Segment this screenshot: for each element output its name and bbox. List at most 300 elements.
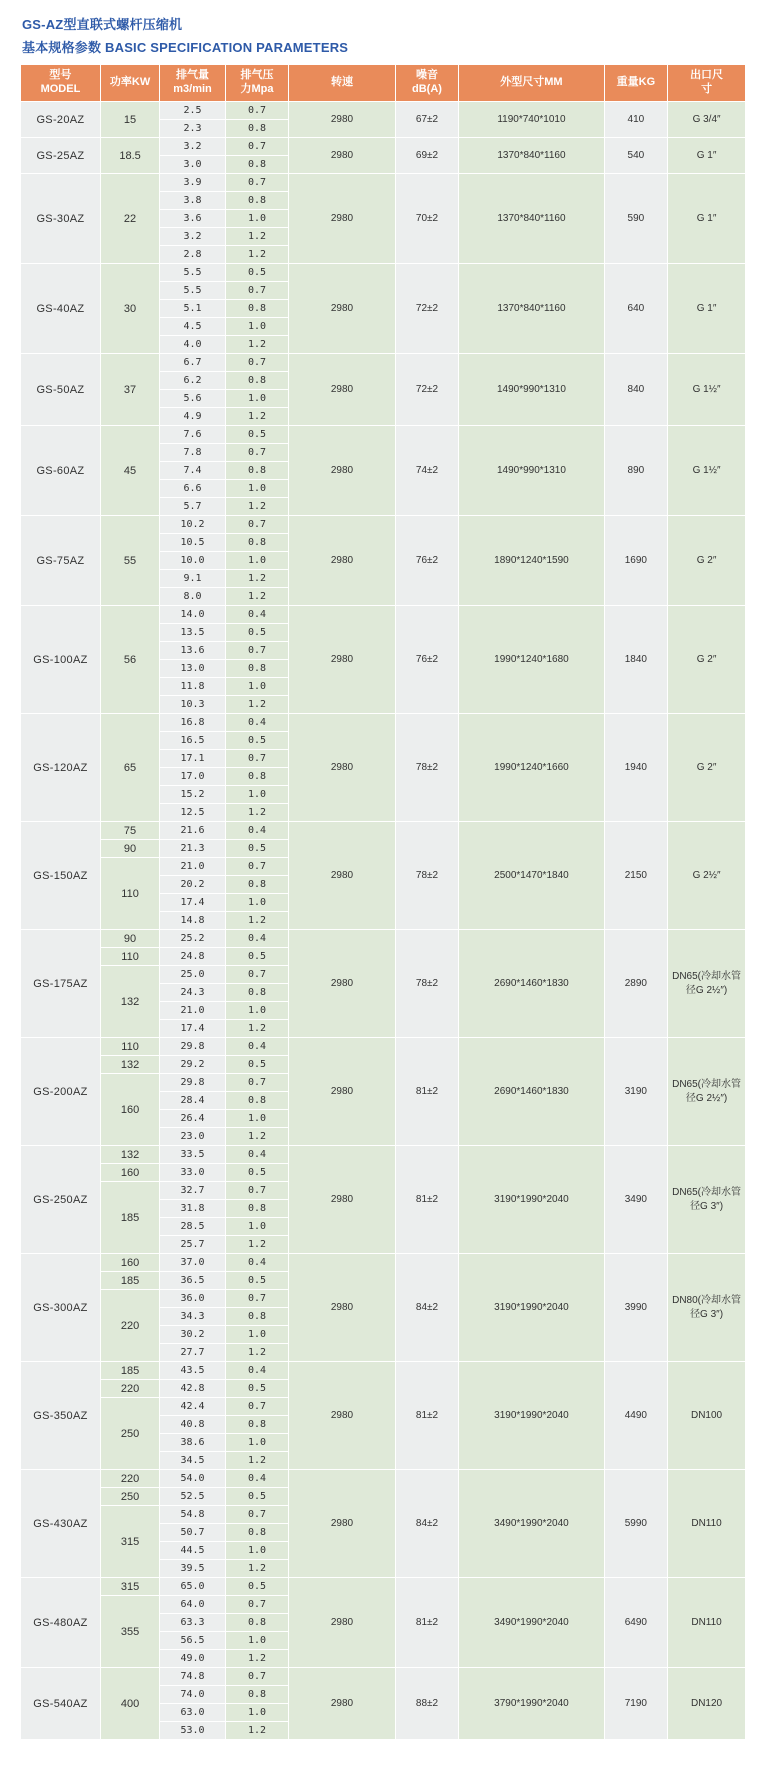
cell-flow: 21.6 (160, 822, 226, 840)
cell-flow: 54.0 (160, 1470, 226, 1488)
cell-model: GS-540AZ (21, 1668, 101, 1740)
column-header-4 (289, 65, 395, 102)
cell-power: 185 (100, 1362, 159, 1380)
cell-outlet-size: G 1½″ (668, 426, 746, 516)
cell-noise: 74±2 (395, 426, 458, 516)
cell-pressure: 0.5 (225, 264, 288, 282)
cell-flow: 2.3 (160, 120, 226, 138)
cell-pressure: 0.4 (225, 606, 288, 624)
cell-power: 22 (100, 174, 159, 264)
cell-dimensions: 1370*840*1160 (459, 138, 604, 174)
cell-flow: 13.5 (160, 624, 226, 642)
cell-power: 220 (100, 1470, 159, 1488)
cell-noise: 78±2 (395, 822, 458, 930)
cell-pressure: 0.7 (225, 282, 288, 300)
cell-outlet-size: DN80(冷却水管径G 3″) (668, 1254, 746, 1362)
cell-dimensions: 2690*1460*1830 (459, 930, 604, 1038)
cell-pressure: 0.8 (225, 1416, 288, 1434)
cell-flow: 3.2 (160, 228, 226, 246)
cell-flow: 8.0 (160, 588, 226, 606)
cell-model: GS-120AZ (21, 714, 101, 822)
cell-model: GS-40AZ (21, 264, 101, 354)
cell-dimensions: 1370*840*1160 (459, 174, 604, 264)
cell-outlet-size: G 2½″ (668, 822, 746, 930)
cell-power: 132 (100, 1146, 159, 1164)
cell-pressure: 0.7 (225, 444, 288, 462)
column-header-6 (459, 65, 604, 102)
table-row (21, 1254, 746, 1272)
cell-noise: 67±2 (395, 102, 458, 138)
cell-flow: 9.1 (160, 570, 226, 588)
cell-pressure: 0.7 (225, 138, 288, 156)
cell-pressure: 1.0 (225, 1218, 288, 1236)
column-header-1 (100, 65, 159, 102)
cell-flow: 3.8 (160, 192, 226, 210)
cell-pressure: 0.7 (225, 354, 288, 372)
cell-power: 37 (100, 354, 159, 426)
cell-power: 220 (100, 1290, 159, 1362)
cell-flow: 37.0 (160, 1254, 226, 1272)
cell-flow: 33.0 (160, 1164, 226, 1182)
cell-flow: 36.0 (160, 1290, 226, 1308)
cell-flow: 26.4 (160, 1110, 226, 1128)
cell-flow: 42.4 (160, 1398, 226, 1416)
cell-pressure: 1.0 (225, 318, 288, 336)
cell-flow: 10.5 (160, 534, 226, 552)
cell-pressure: 1.2 (225, 696, 288, 714)
cell-flow: 28.5 (160, 1218, 226, 1236)
cell-pressure: 0.4 (225, 1362, 288, 1380)
cell-pressure: 0.4 (225, 1146, 288, 1164)
cell-pressure: 0.7 (225, 1074, 288, 1092)
cell-flow: 15.2 (160, 786, 226, 804)
cell-flow: 63.0 (160, 1704, 226, 1722)
cell-flow: 24.3 (160, 984, 226, 1002)
cell-noise: 81±2 (395, 1362, 458, 1470)
cell-flow: 6.6 (160, 480, 226, 498)
cell-dimensions: 1990*1240*1660 (459, 714, 604, 822)
cell-power: 110 (100, 858, 159, 930)
cell-model: GS-250AZ (21, 1146, 101, 1254)
cell-power: 160 (100, 1074, 159, 1146)
cell-flow: 74.8 (160, 1668, 226, 1686)
cell-power: 65 (100, 714, 159, 822)
cell-pressure: 1.2 (225, 588, 288, 606)
cell-flow: 14.8 (160, 912, 226, 930)
cell-pressure: 1.2 (225, 228, 288, 246)
cell-model: GS-100AZ (21, 606, 101, 714)
cell-pressure: 0.8 (225, 462, 288, 480)
cell-pressure: 0.4 (225, 1038, 288, 1056)
cell-outlet-size: DN65(冷却水管径G 2½″) (668, 930, 746, 1038)
cell-pressure: 0.8 (225, 876, 288, 894)
cell-flow: 2.8 (160, 246, 226, 264)
cell-flow: 34.3 (160, 1308, 226, 1326)
cell-speed: 2980 (289, 174, 395, 264)
cell-pressure: 0.7 (225, 1506, 288, 1524)
cell-dimensions: 2690*1460*1830 (459, 1038, 604, 1146)
cell-pressure: 1.2 (225, 912, 288, 930)
cell-power: 55 (100, 516, 159, 606)
cell-pressure: 1.2 (225, 1650, 288, 1668)
column-header-5 (395, 65, 458, 102)
cell-pressure: 0.4 (225, 714, 288, 732)
cell-dimensions: 2500*1470*1840 (459, 822, 604, 930)
column-header-3 (225, 65, 288, 102)
table-row (21, 1470, 746, 1488)
page-title-zh: GS-AZ型直联式螺杆压缩机 (22, 17, 183, 32)
cell-flow: 10.0 (160, 552, 226, 570)
cell-noise: 70±2 (395, 174, 458, 264)
cell-weight: 3190 (604, 1038, 667, 1146)
cell-noise: 69±2 (395, 138, 458, 174)
cell-dimensions: 3190*1990*2040 (459, 1146, 604, 1254)
cell-pressure: 1.2 (225, 1344, 288, 1362)
cell-flow: 30.2 (160, 1326, 226, 1344)
cell-power: 56 (100, 606, 159, 714)
cell-pressure: 1.0 (225, 1704, 288, 1722)
table-row (21, 1038, 746, 1056)
table-row (21, 1668, 746, 1686)
cell-speed: 2980 (289, 606, 395, 714)
column-header-line1: 排气压 (240, 69, 274, 82)
cell-pressure: 1.2 (225, 1452, 288, 1470)
cell-pressure: 1.0 (225, 1002, 288, 1020)
cell-pressure: 0.8 (225, 534, 288, 552)
cell-flow: 44.5 (160, 1542, 226, 1560)
cell-noise: 76±2 (395, 516, 458, 606)
cell-pressure: 1.0 (225, 786, 288, 804)
cell-flow: 38.6 (160, 1434, 226, 1452)
cell-flow: 24.8 (160, 948, 226, 966)
cell-pressure: 0.5 (225, 1272, 288, 1290)
cell-pressure: 0.7 (225, 1596, 288, 1614)
cell-flow: 25.0 (160, 966, 226, 984)
cell-flow: 5.1 (160, 300, 226, 318)
table-row (21, 714, 746, 732)
table-body (21, 102, 746, 1740)
cell-power: 315 (100, 1578, 159, 1596)
cell-pressure: 0.5 (225, 1164, 288, 1182)
cell-flow: 56.5 (160, 1632, 226, 1650)
cell-pressure: 0.4 (225, 1470, 288, 1488)
cell-pressure: 1.2 (225, 498, 288, 516)
cell-pressure: 1.2 (225, 1128, 288, 1146)
cell-dimensions: 3490*1990*2040 (459, 1578, 604, 1668)
table-row (21, 426, 746, 444)
cell-flow: 5.6 (160, 390, 226, 408)
cell-dimensions: 3190*1990*2040 (459, 1254, 604, 1362)
cell-weight: 6490 (604, 1578, 667, 1668)
cell-dimensions: 1490*990*1310 (459, 354, 604, 426)
cell-outlet-size: DN110 (668, 1578, 746, 1668)
cell-flow: 33.5 (160, 1146, 226, 1164)
table-row (21, 264, 746, 282)
cell-pressure: 1.2 (225, 804, 288, 822)
cell-flow: 32.7 (160, 1182, 226, 1200)
cell-model: GS-60AZ (21, 426, 101, 516)
cell-flow: 42.8 (160, 1380, 226, 1398)
cell-power: 160 (100, 1254, 159, 1272)
cell-pressure: 0.5 (225, 1488, 288, 1506)
cell-flow: 28.4 (160, 1092, 226, 1110)
cell-speed: 2980 (289, 264, 395, 354)
cell-pressure: 0.5 (225, 840, 288, 858)
cell-pressure: 1.0 (225, 1542, 288, 1560)
cell-flow: 64.0 (160, 1596, 226, 1614)
cell-flow: 63.3 (160, 1614, 226, 1632)
cell-pressure: 1.2 (225, 570, 288, 588)
cell-flow: 7.6 (160, 426, 226, 444)
cell-flow: 27.7 (160, 1344, 226, 1362)
cell-weight: 5990 (604, 1470, 667, 1578)
table-row (21, 102, 746, 120)
cell-flow: 25.7 (160, 1236, 226, 1254)
cell-pressure: 0.5 (225, 948, 288, 966)
table-row (21, 606, 746, 624)
cell-flow: 39.5 (160, 1560, 226, 1578)
cell-flow: 21.0 (160, 1002, 226, 1020)
cell-model: GS-200AZ (21, 1038, 101, 1146)
cell-weight: 590 (604, 174, 667, 264)
cell-outlet-size: G 1″ (668, 264, 746, 354)
cell-outlet-size: DN120 (668, 1668, 746, 1740)
cell-power: 18.5 (100, 138, 159, 174)
cell-outlet-size: G 1½″ (668, 354, 746, 426)
cell-model: GS-430AZ (21, 1470, 101, 1578)
cell-flow: 6.2 (160, 372, 226, 390)
cell-flow: 34.5 (160, 1452, 226, 1470)
cell-power: 132 (100, 966, 159, 1038)
cell-outlet-size: DN110 (668, 1470, 746, 1578)
cell-noise: 84±2 (395, 1254, 458, 1362)
cell-flow: 11.8 (160, 678, 226, 696)
column-header-line1: 转速 (331, 76, 353, 89)
cell-flow: 3.6 (160, 210, 226, 228)
cell-outlet-size: G 2″ (668, 516, 746, 606)
cell-pressure: 0.5 (225, 426, 288, 444)
table-row (21, 1578, 746, 1596)
column-header-line1: 外型尺寸MM (500, 76, 563, 89)
cell-pressure: 1.2 (225, 246, 288, 264)
cell-flow: 16.8 (160, 714, 226, 732)
cell-flow: 2.5 (160, 102, 226, 120)
column-header-line2: dB(A) (412, 83, 442, 95)
cell-pressure: 1.0 (225, 1632, 288, 1650)
cell-flow: 74.0 (160, 1686, 226, 1704)
cell-power: 185 (100, 1272, 159, 1290)
cell-pressure: 0.8 (225, 1308, 288, 1326)
cell-noise: 81±2 (395, 1578, 458, 1668)
cell-model: GS-50AZ (21, 354, 101, 426)
cell-pressure: 0.7 (225, 858, 288, 876)
cell-pressure: 0.8 (225, 660, 288, 678)
cell-flow: 23.0 (160, 1128, 226, 1146)
cell-pressure: 0.7 (225, 966, 288, 984)
cell-outlet-size: G 2″ (668, 714, 746, 822)
cell-power: 400 (100, 1668, 159, 1740)
cell-pressure: 1.2 (225, 1722, 288, 1740)
cell-pressure: 1.0 (225, 678, 288, 696)
cell-power: 90 (100, 840, 159, 858)
cell-weight: 840 (604, 354, 667, 426)
cell-pressure: 0.5 (225, 1578, 288, 1596)
cell-outlet-size: G 3/4″ (668, 102, 746, 138)
cell-flow: 10.2 (160, 516, 226, 534)
cell-speed: 2980 (289, 1254, 395, 1362)
cell-speed: 2980 (289, 714, 395, 822)
cell-pressure: 0.7 (225, 174, 288, 192)
cell-pressure: 0.7 (225, 102, 288, 120)
cell-model: GS-75AZ (21, 516, 101, 606)
cell-pressure: 1.2 (225, 1020, 288, 1038)
cell-noise: 78±2 (395, 930, 458, 1038)
cell-flow: 13.6 (160, 642, 226, 660)
cell-outlet-size: G 2″ (668, 606, 746, 714)
cell-flow: 21.3 (160, 840, 226, 858)
cell-weight: 2150 (604, 822, 667, 930)
cell-pressure: 0.4 (225, 822, 288, 840)
cell-flow: 52.5 (160, 1488, 226, 1506)
cell-flow: 4.0 (160, 336, 226, 354)
cell-model: GS-20AZ (21, 102, 101, 138)
cell-flow: 6.7 (160, 354, 226, 372)
cell-pressure: 0.8 (225, 192, 288, 210)
cell-pressure: 0.7 (225, 1398, 288, 1416)
cell-outlet-size: DN65(冷却水管径G 2½″) (668, 1038, 746, 1146)
cell-outlet-size: G 1″ (668, 138, 746, 174)
cell-power: 90 (100, 930, 159, 948)
cell-speed: 2980 (289, 1578, 395, 1668)
cell-flow: 13.0 (160, 660, 226, 678)
cell-model: GS-175AZ (21, 930, 101, 1038)
cell-pressure: 0.8 (225, 984, 288, 1002)
cell-weight: 2890 (604, 930, 667, 1038)
cell-power: 160 (100, 1164, 159, 1182)
cell-power: 185 (100, 1182, 159, 1254)
cell-flow: 5.5 (160, 282, 226, 300)
cell-flow: 7.4 (160, 462, 226, 480)
cell-pressure: 1.0 (225, 210, 288, 228)
column-header-line2: m3/min (173, 83, 212, 95)
cell-weight: 1940 (604, 714, 667, 822)
cell-pressure: 1.0 (225, 894, 288, 912)
cell-flow: 49.0 (160, 1650, 226, 1668)
cell-flow: 7.8 (160, 444, 226, 462)
table-row (21, 1146, 746, 1164)
cell-speed: 2980 (289, 1470, 395, 1578)
cell-noise: 72±2 (395, 264, 458, 354)
cell-power: 315 (100, 1506, 159, 1578)
table-header-row (21, 65, 746, 102)
cell-flow: 3.9 (160, 174, 226, 192)
column-header-line1: 噪音 (415, 69, 438, 82)
column-header-0 (21, 65, 101, 102)
cell-dimensions: 3790*1990*2040 (459, 1668, 604, 1740)
cell-speed: 2980 (289, 1362, 395, 1470)
column-header-line1: 重量KG (616, 76, 656, 89)
cell-pressure: 0.8 (225, 372, 288, 390)
cell-power: 110 (100, 948, 159, 966)
cell-model: GS-30AZ (21, 174, 101, 264)
cell-speed: 2980 (289, 930, 395, 1038)
cell-flow: 54.8 (160, 1506, 226, 1524)
table-row (21, 174, 746, 192)
cell-pressure: 0.4 (225, 1254, 288, 1272)
cell-dimensions: 1990*1240*1680 (459, 606, 604, 714)
cell-model: GS-350AZ (21, 1362, 101, 1470)
table-row (21, 930, 746, 948)
cell-pressure: 0.5 (225, 624, 288, 642)
cell-flow: 10.3 (160, 696, 226, 714)
cell-pressure: 0.8 (225, 300, 288, 318)
cell-dimensions: 1370*840*1160 (459, 264, 604, 354)
cell-pressure: 0.5 (225, 732, 288, 750)
cell-flow: 5.7 (160, 498, 226, 516)
page-title-en: 基本规格参数 BASIC SPECIFICATION PARAMETERS (22, 40, 349, 55)
cell-dimensions: 3190*1990*2040 (459, 1362, 604, 1470)
cell-power: 250 (100, 1398, 159, 1470)
specification-table (20, 64, 746, 1740)
cell-pressure: 0.8 (225, 156, 288, 174)
cell-speed: 2980 (289, 1146, 395, 1254)
cell-power: 355 (100, 1596, 159, 1668)
cell-pressure: 1.2 (225, 1236, 288, 1254)
cell-speed: 2980 (289, 1668, 395, 1740)
cell-flow: 29.8 (160, 1038, 226, 1056)
column-header-7 (604, 65, 667, 102)
cell-weight: 4490 (604, 1362, 667, 1470)
cell-pressure: 0.7 (225, 1182, 288, 1200)
cell-weight: 1840 (604, 606, 667, 714)
cell-weight: 3490 (604, 1146, 667, 1254)
cell-flow: 40.8 (160, 1416, 226, 1434)
cell-dimensions: 1490*990*1310 (459, 426, 604, 516)
cell-power: 30 (100, 264, 159, 354)
cell-speed: 2980 (289, 822, 395, 930)
cell-flow: 31.8 (160, 1200, 226, 1218)
cell-noise: 78±2 (395, 714, 458, 822)
cell-noise: 81±2 (395, 1146, 458, 1254)
cell-pressure: 0.7 (225, 1290, 288, 1308)
column-header-line1: 出口尺 (690, 69, 724, 82)
column-header-line2: 力Mpa (240, 83, 274, 95)
cell-flow: 65.0 (160, 1578, 226, 1596)
cell-flow: 25.2 (160, 930, 226, 948)
cell-flow: 12.5 (160, 804, 226, 822)
cell-speed: 2980 (289, 354, 395, 426)
cell-flow: 5.5 (160, 264, 226, 282)
cell-speed: 2980 (289, 102, 395, 138)
cell-pressure: 0.4 (225, 930, 288, 948)
column-header-line1: 排气量 (176, 69, 210, 82)
table-row (21, 1362, 746, 1380)
cell-pressure: 1.0 (225, 1326, 288, 1344)
cell-flow: 50.7 (160, 1524, 226, 1542)
cell-pressure: 1.0 (225, 390, 288, 408)
cell-noise: 88±2 (395, 1668, 458, 1740)
cell-flow: 4.9 (160, 408, 226, 426)
cell-weight: 540 (604, 138, 667, 174)
cell-pressure: 0.8 (225, 1092, 288, 1110)
table-row (21, 138, 746, 156)
cell-power: 110 (100, 1038, 159, 1056)
cell-flow: 17.0 (160, 768, 226, 786)
cell-weight: 640 (604, 264, 667, 354)
cell-weight: 890 (604, 426, 667, 516)
cell-flow: 17.4 (160, 1020, 226, 1038)
cell-flow: 29.2 (160, 1056, 226, 1074)
